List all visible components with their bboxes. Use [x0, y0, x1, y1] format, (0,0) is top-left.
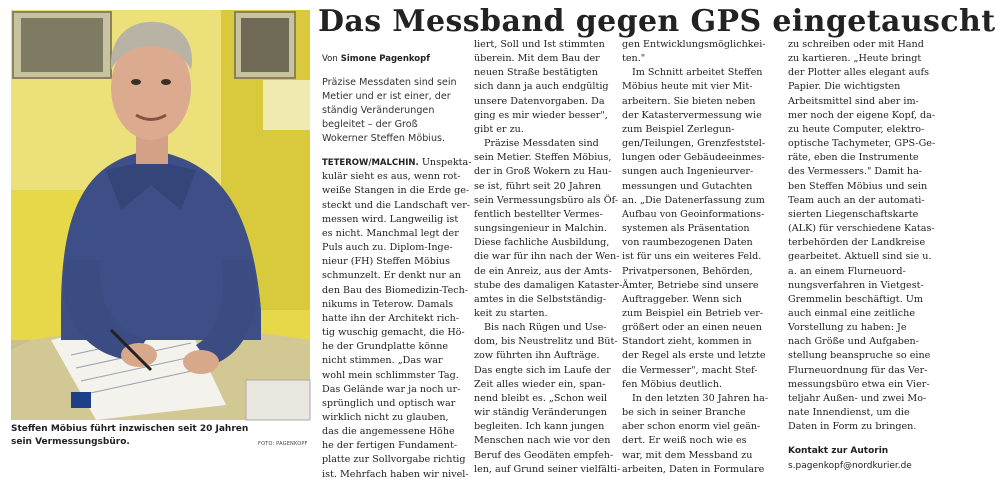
text-line: von raumbezogenen Daten: [622, 237, 753, 249]
column-3: [622, 38, 780, 477]
column-1: [322, 52, 472, 482]
text-line: liert, Soll und Ist stimmten: [474, 39, 605, 50]
text-line: gen/Teilungen, Grenzfeststel-: [622, 138, 766, 150]
text-line: Diese fachliche Ausbildung,: [474, 237, 610, 249]
text-line: Vorstellung zu haben: Je: [788, 322, 907, 334]
text-line: zum Beispiel Zerlegun-: [622, 123, 735, 135]
column-4-body: [788, 38, 936, 434]
text-line: Bis nach Rügen und Use-: [484, 322, 607, 334]
text-line: be sich in seiner Branche: [622, 407, 746, 419]
text-line: nach Größe und Aufgaben-: [788, 336, 919, 348]
text-line: Aufbau von Geoinformations-: [622, 208, 765, 220]
text-line: das die angemessene Höhe: [322, 426, 455, 438]
text-line: des Vermessers." Damit ha-: [788, 166, 923, 178]
text-line: Zeit alles wieder ein, span-: [474, 378, 606, 390]
text-line: systemen als Präsentation: [622, 223, 750, 235]
text-line: Im Schnitt arbeitet Steffen: [632, 67, 763, 79]
text-line: unsere Datenvorgaben. Da: [474, 95, 605, 107]
text-line: Menschen nach wie vor den: [474, 435, 611, 447]
text-line: de ein Anreiz, aus der Amts-: [474, 265, 612, 277]
text-line: steckt und die Landschaft ver-: [322, 199, 471, 211]
text-line: gearbeitet. Aktuell sind sie u.: [788, 251, 932, 263]
text-line: ging es mir wieder besser",: [474, 109, 608, 121]
text-line: stellung beanspruche so eine: [788, 350, 931, 362]
text-line: Standort zieht, kommen in: [622, 336, 752, 348]
text-line: [322, 156, 472, 170]
text-line: dom, bis Neustrelitz und Büt-: [474, 336, 618, 348]
text-line: Präzise Messdaten sind: [484, 138, 599, 150]
text-line: der Regel als erste und letzte: [622, 350, 766, 362]
text-line: fentlich bestellter Vermes-: [474, 208, 603, 220]
teaser-line: Wokerner Steffen Möbius.: [322, 133, 446, 145]
text-line: überein. Mit dem Bau der: [474, 53, 600, 65]
article-photo: [11, 10, 310, 420]
text-line: lungen oder Gebäudeeinmes-: [622, 152, 765, 164]
text-line: zum Beispiel ein Betrieb ver-: [622, 307, 764, 319]
text-line: Flurneuordnung für das Ver-: [788, 364, 928, 376]
text-line: messen wird. Langweilig ist: [322, 213, 459, 225]
text-line: sprünglich und optisch war: [322, 397, 456, 409]
text-line: keit zu starten.: [474, 307, 548, 319]
text-line: stube des damaligen Kataster-: [474, 279, 623, 291]
text-line: dert. Er weiß noch wie es: [622, 435, 747, 447]
text-line: Das engte sich im Laufe der: [474, 364, 611, 376]
byline-prefix: Von: [322, 54, 338, 64]
text-line: nikums in Teterow. Damals: [322, 298, 454, 310]
text-line: sich dann ja auch endgültig: [474, 81, 609, 93]
byline-author: Simone Pagenkopf: [340, 54, 430, 64]
contact-email[interactable]: s.pagenkopf@nordkurier.de: [788, 460, 912, 471]
text-line: Papier. Die wichtigsten: [788, 81, 901, 93]
text-line: tig wuschig gemacht, die Hö-: [322, 327, 465, 339]
text-line: gen Entwicklungsmöglichkei-: [622, 39, 766, 50]
text-line: neuen Straße bestätigten: [474, 67, 598, 79]
text-line: optische Tachymeter, GPS-Ge-: [788, 138, 936, 150]
text-line: sungsingenieur in Malchin.: [474, 223, 607, 235]
text-line: zu schreiben oder mit Hand: [788, 39, 924, 50]
text-line: aber schon enorm viel geän-: [622, 421, 761, 433]
text-line: zu heute Computer, elektro-: [788, 123, 925, 135]
text-line: ist für uns ein weiteres Feld.: [622, 251, 762, 263]
text-line: platte zur Sollvorgabe richtig: [322, 454, 466, 466]
text-line: den Bau des Biomedizin-Tech-: [322, 284, 469, 296]
teaser-line: ständig Veränderungen: [322, 105, 435, 117]
text-line: messungsbüro etwa ein Vier-: [788, 378, 930, 390]
byline: [322, 52, 465, 66]
photo-caption: Steffen Möbius führt inzwischen seit 20 Jahren sein Vermessungsbüro.: [11, 424, 249, 447]
text-line: der Plotter alles elegant aufs: [788, 67, 930, 79]
text-line: teljahr Außen- und zwei Mo-: [788, 392, 927, 404]
text-line: ist. Mehrfach haben wir nivel-: [322, 468, 469, 480]
text-line: se ist, führt seit 20 Jahren: [474, 180, 602, 192]
text-line: der Katastervermessung wie: [622, 109, 762, 121]
text-line: auch einmal eine zeitliche: [788, 307, 916, 319]
teaser-line: Metier und er ist einer, der: [322, 91, 451, 103]
text-line: (ALK) für verschiedene Katas-: [788, 223, 935, 235]
text-line: arbeitern. Sie bieten neben: [622, 95, 756, 107]
text-line: fen Möbius deutlich.: [622, 378, 723, 390]
text-line: sein Vermessungsbüro als Öf-: [474, 194, 619, 206]
text-line: messungen und Gutachten: [622, 180, 753, 192]
text-line: len, auf Grund seiner vielfälti-: [474, 463, 621, 475]
text-line: Auftraggeber. Wenn sich: [622, 293, 742, 305]
text-line: he der fertigen Fundament-: [322, 440, 458, 452]
photo-illustration: [11, 10, 310, 420]
text-line: der in Groß Wokern zu Hau-: [474, 166, 612, 178]
text-line: wirklich nicht zu glauben,: [322, 411, 449, 423]
text-line: Arbeitsmittel sind aber im-: [788, 95, 919, 107]
text-fragment: Unspekta-: [421, 157, 472, 169]
text-line: arbeiten, Daten in Formulare: [622, 463, 765, 475]
photo-credit: FOTO: PAGENKOPF: [258, 441, 308, 447]
dateline: TETEROW/MALCHIN.: [322, 158, 419, 169]
text-line: zow führten ihn Aufträge.: [474, 350, 600, 362]
column-4: [788, 38, 936, 473]
contact-label: Kontakt zur Autorin: [788, 446, 889, 457]
text-line: mer noch der eigene Kopf, da-: [788, 109, 936, 121]
text-line: Daten in Form zu bringen.: [788, 421, 917, 433]
teaser: [322, 76, 465, 146]
text-line: nend bleibt es. „Schon weil: [474, 392, 608, 404]
text-line: die Vermesser", macht Stef-: [622, 364, 758, 376]
text-line: sierten Liegenschaftskarte: [788, 208, 919, 220]
text-line: war, mit dem Messband zu: [622, 449, 753, 461]
text-line: an. „Die Datenerfassung zum: [622, 194, 765, 206]
text-line: sein Metier. Steffen Möbius,: [474, 152, 612, 164]
text-line: wohl mein schlimmster Tag.: [322, 369, 459, 381]
text-line: nicht stimmen. „Das war: [322, 355, 443, 367]
text-line: gibt er zu.: [474, 123, 524, 135]
text-line: räte, eben die Instrumente: [788, 152, 919, 164]
text-line: In den letzten 30 Jahren ha-: [632, 392, 769, 404]
text-line: es nicht. Manchmal legt der: [322, 227, 459, 239]
text-line: amtes in die Selbstständig-: [474, 293, 607, 305]
text-line: sungen auch Ingenieurver-: [622, 166, 754, 178]
text-line: nungsverfahren in Vietgest-: [788, 279, 924, 291]
text-line: schmunzelt. Er denkt nur an: [322, 270, 461, 282]
text-line: begleiten. Ich kann jungen: [474, 421, 605, 433]
text-line: nate Innendienst, um die: [788, 407, 910, 419]
text-line: größert oder an einen neuen: [622, 322, 762, 334]
text-line: Gremmelin beschäftigt. Um: [788, 293, 923, 305]
teaser-line: begleitet – der Groß: [322, 119, 418, 131]
column-2: [474, 38, 623, 477]
text-line: he der Grundplatte könne: [322, 341, 449, 353]
text-line: Team auch an der automati-: [788, 194, 925, 206]
text-line: ten.": [622, 53, 646, 65]
column-1-body: [322, 156, 472, 482]
text-line: Ämter, Betriebe sind unsere: [622, 279, 759, 291]
text-line: weiße Stangen in die Erde ge-: [322, 185, 470, 197]
headline: Das Messband gegen GPS eingetauscht: [318, 4, 995, 39]
text-line: kulär sieht es aus, wenn rot-: [322, 171, 461, 183]
text-line: nieur (FH) Steffen Möbius: [322, 256, 451, 268]
text-line: Privatpersonen, Behörden,: [622, 265, 753, 277]
text-line: terbehörden der Landkreise: [788, 237, 926, 249]
text-line: Beruf des Geodäten empfeh-: [474, 449, 614, 461]
text-line: Möbius heute mit vier Mit-: [622, 81, 753, 93]
text-line: hatte ihn der Architekt rich-: [322, 312, 460, 324]
teaser-line: Präzise Messdaten sind sein: [322, 77, 457, 89]
text-line: wir ständig Veränderungen: [474, 407, 607, 419]
text-line: Das Gelände war ja noch ur-: [322, 383, 461, 395]
text-line: die war für ihn nach der Wen-: [474, 251, 620, 263]
text-line: a. an einem Flurneuord-: [788, 265, 906, 277]
text-line: ben Steffen Möbius und sein: [788, 180, 928, 192]
text-line: Puls auch zu. Diplom-Inge-: [322, 242, 453, 254]
text-line: zu kartieren. „Heute bringt: [788, 53, 922, 65]
